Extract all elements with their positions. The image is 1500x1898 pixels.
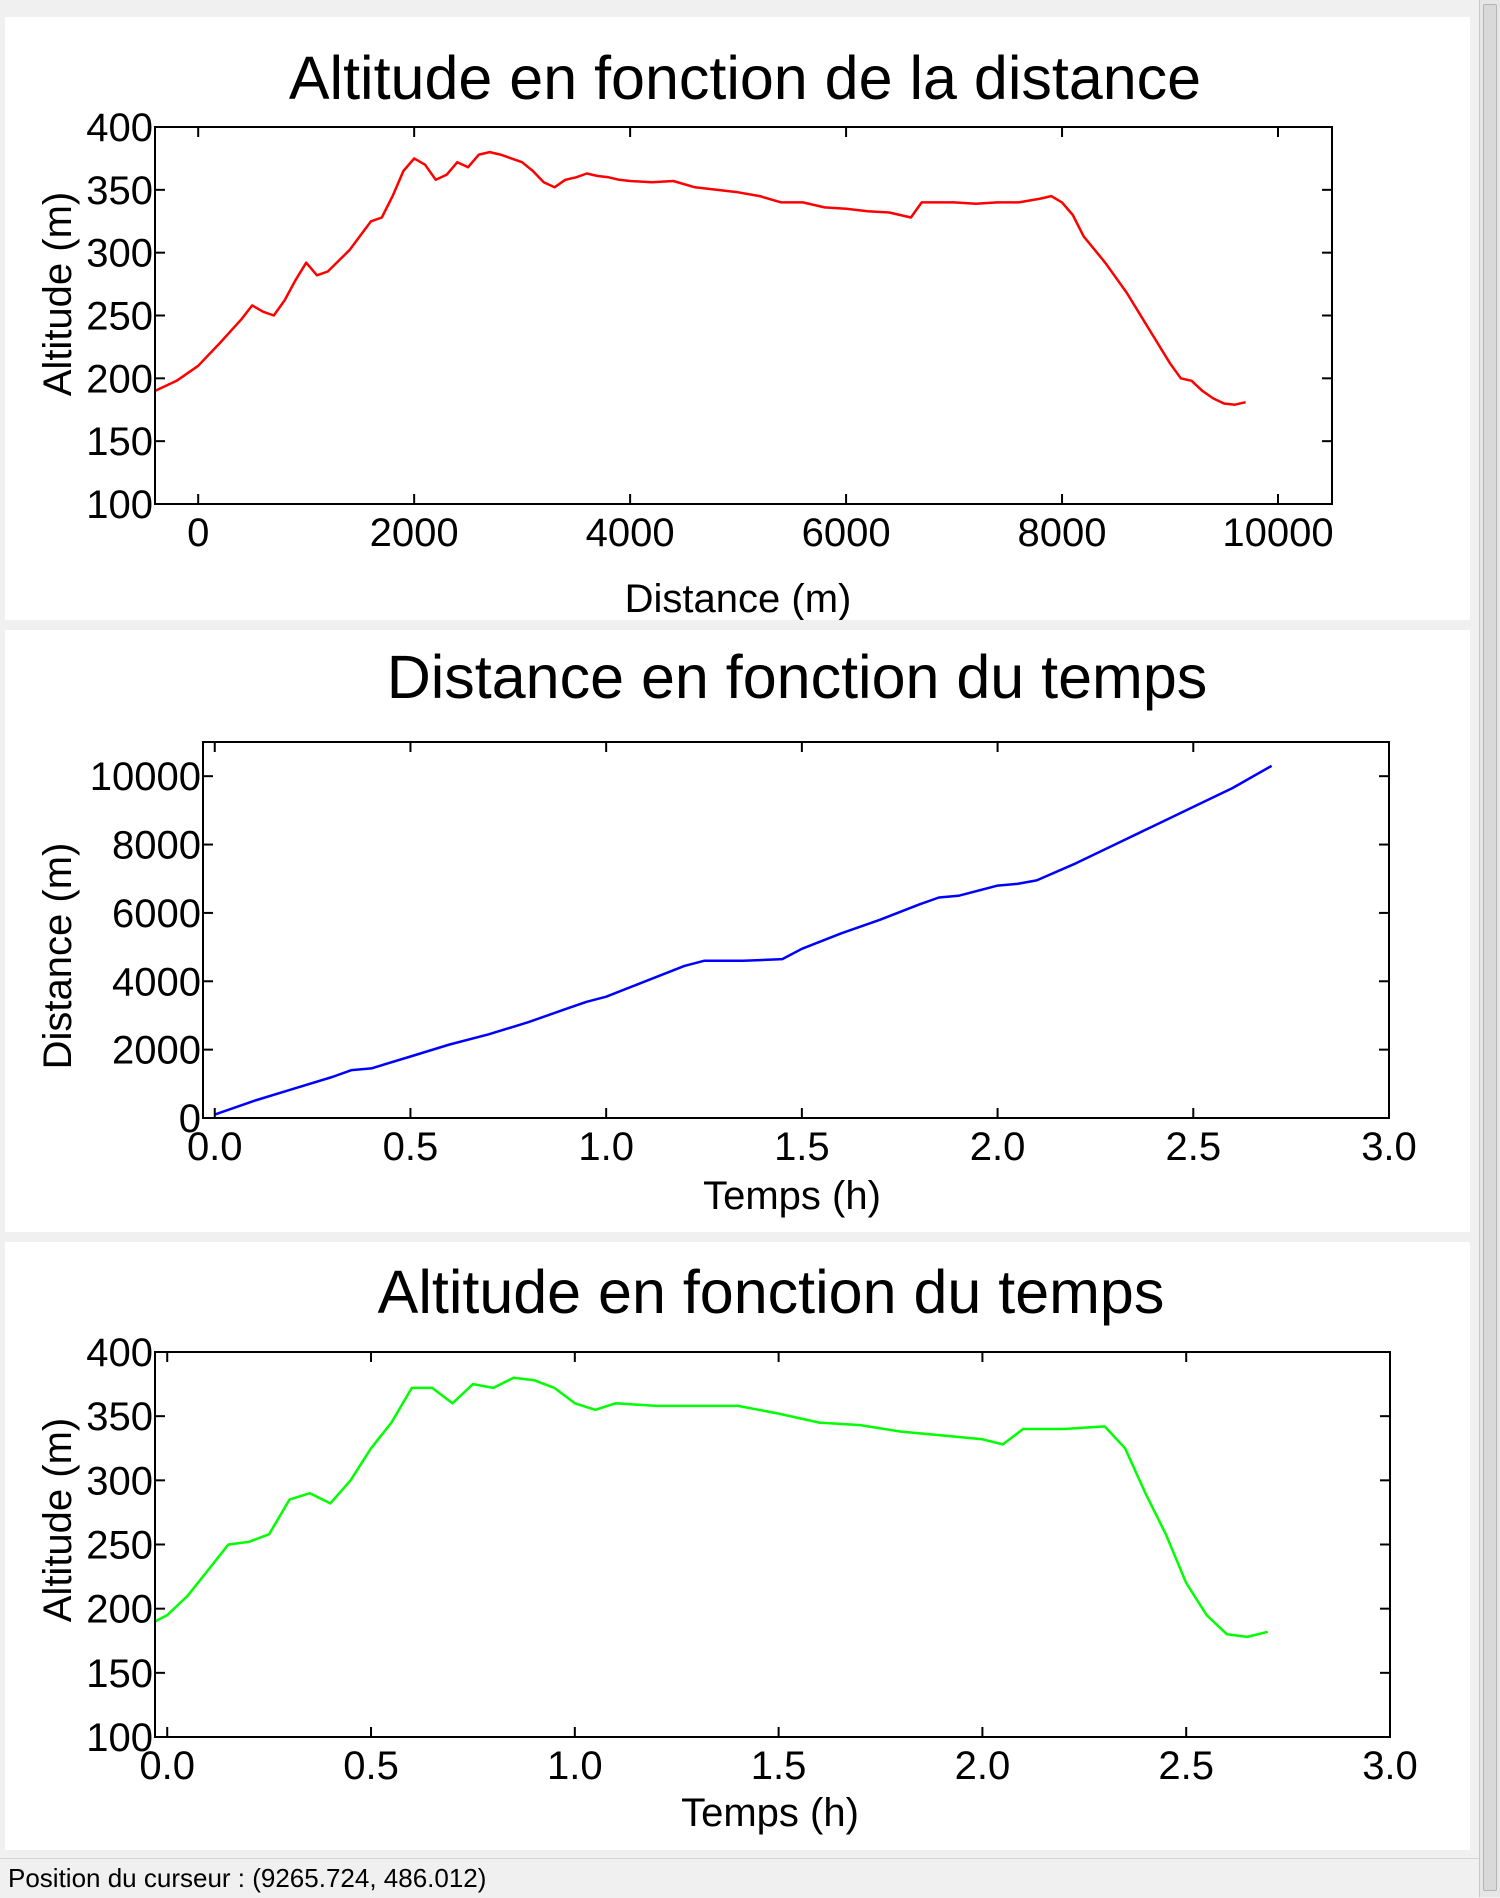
y-tick-label: 200 xyxy=(86,1587,153,1632)
x-tick-label: 0.5 xyxy=(382,1125,439,1169)
status-bar xyxy=(0,1858,1479,1898)
y-tick-label: 6000 xyxy=(112,891,201,936)
x-tick-label: 2.5 xyxy=(1165,1125,1222,1169)
x-tick-label: 3.0 xyxy=(1361,1125,1417,1169)
x-tick-label: 8000 xyxy=(1017,511,1107,555)
x-tick-label: 0 xyxy=(187,511,210,555)
chart-panel-distance-time xyxy=(5,630,1470,1232)
plot-frame xyxy=(155,127,1332,504)
x-tick-label: 6000 xyxy=(801,511,891,555)
chart-title: Altitude en fonction du temps xyxy=(377,1258,1165,1326)
plot-frame xyxy=(155,1352,1390,1737)
x-tick-label: 10000 xyxy=(1222,511,1334,555)
altitude-distance-chart xyxy=(5,17,1470,620)
plot-area xyxy=(86,106,1333,555)
x-tick-label: 2.0 xyxy=(969,1125,1026,1169)
altitude-time-chart xyxy=(5,1242,1470,1850)
y-tick-label: 250 xyxy=(86,1523,153,1568)
y-tick-label: 400 xyxy=(86,106,153,150)
y-axis-label: Distance (m) xyxy=(36,842,80,1070)
series-line xyxy=(215,766,1272,1115)
chart-title: Altitude en fonction de la distance xyxy=(288,44,1202,112)
series-line xyxy=(155,152,1246,405)
chart-panel-altitude-distance xyxy=(5,17,1470,620)
x-tick-label: 0.0 xyxy=(139,1744,196,1788)
y-axis-label: Altitude (m) xyxy=(36,1417,80,1623)
scrollbar-thumb[interactable] xyxy=(1483,4,1497,1891)
chart-title: Distance en fonction du temps xyxy=(386,643,1208,711)
x-tick-label: 1.0 xyxy=(547,1744,603,1788)
chart-panel-altitude-time xyxy=(5,1242,1470,1850)
y-axis-label: Altitude (m) xyxy=(36,191,80,397)
y-tick-label: 2000 xyxy=(112,1028,201,1073)
y-tick-label: 200 xyxy=(86,357,153,402)
cursor-position-readout: Position du curseur : (9265.724, 486.012) xyxy=(8,1863,487,1893)
y-tick-label: 350 xyxy=(86,168,153,213)
plot-area xyxy=(90,742,1417,1169)
series-line xyxy=(155,1378,1268,1637)
x-axis-label: Temps (h) xyxy=(681,1791,859,1835)
y-tick-label: 150 xyxy=(86,420,153,465)
y-tick-label: 150 xyxy=(86,1651,153,1696)
vertical-scrollbar[interactable] xyxy=(1479,0,1500,1897)
y-tick-label: 100 xyxy=(86,483,153,527)
y-tick-label: 350 xyxy=(86,1395,153,1440)
x-tick-label: 2.5 xyxy=(1158,1744,1215,1788)
plot-area xyxy=(86,1331,1418,1788)
y-tick-label: 250 xyxy=(86,294,153,339)
x-tick-label: 2.0 xyxy=(954,1744,1011,1788)
x-tick-label: 0.0 xyxy=(186,1125,243,1169)
y-tick-label: 300 xyxy=(86,1459,153,1504)
y-tick-label: 400 xyxy=(86,1331,153,1375)
x-tick-label: 2000 xyxy=(369,511,459,555)
x-axis-label: Temps (h) xyxy=(703,1174,881,1218)
x-tick-label: 1.0 xyxy=(578,1125,634,1169)
x-tick-label: 3.0 xyxy=(1362,1744,1418,1788)
x-tick-label: 0.5 xyxy=(343,1744,399,1788)
y-tick-label: 10000 xyxy=(89,755,201,800)
y-tick-label: 0 xyxy=(178,1097,201,1141)
distance-time-chart xyxy=(5,630,1470,1232)
y-tick-label: 100 xyxy=(86,1716,153,1760)
y-tick-label: 300 xyxy=(86,231,153,276)
y-tick-label: 8000 xyxy=(112,823,201,868)
x-tick-label: 1.5 xyxy=(774,1125,830,1169)
x-tick-label: 1.5 xyxy=(750,1744,807,1788)
y-tick-label: 4000 xyxy=(112,960,201,1005)
x-axis-label: Distance (m) xyxy=(624,577,852,620)
x-tick-label: 4000 xyxy=(585,511,675,555)
